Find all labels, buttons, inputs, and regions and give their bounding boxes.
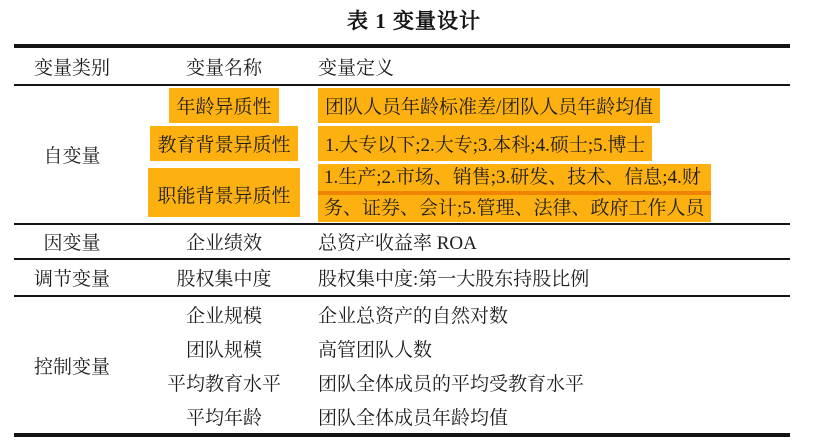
highlighted-variable-definition [318, 164, 711, 222]
column-header-category: 变量类别 [33, 57, 110, 79]
variable-definition: 总资产收益率 ROA [318, 233, 477, 254]
variable-name: 团队规模 [185, 339, 262, 361]
variable-definition: 股权集中度:第一大股东持股比例 [318, 269, 590, 290]
table-row [130, 225, 790, 258]
table-row [130, 297, 790, 331]
table-row [130, 260, 790, 295]
category-label: 因变量 [43, 233, 101, 254]
definition-line-2: 务、证券、会计;5.管理、法律、政府工作人员 [318, 195, 711, 222]
column-header-definition: 变量定义 [318, 57, 395, 79]
table-row [130, 365, 790, 399]
definition-line-1: 1.生产;2.市场、销售;3.研发、技术、信息;4.财 [318, 164, 711, 191]
column-header-name: 变量名称 [185, 57, 262, 79]
section-moderator [14, 258, 790, 295]
highlighted-variable-name: 教育背景异质性 [150, 126, 297, 161]
section-dependent [14, 223, 790, 258]
table-row [130, 162, 790, 223]
category-label: 调节变量 [33, 269, 110, 290]
variable-definition: 高管团队人数 [318, 339, 433, 361]
table-row [130, 331, 790, 365]
variable-definition: 团队全体成员年龄均值 [318, 407, 509, 429]
table-row [130, 399, 790, 433]
table-title: 表 1 变量设计 [347, 9, 481, 33]
category-label: 控制变量 [33, 356, 110, 378]
variable-definition: 团队全体成员的平均受教育水平 [318, 373, 585, 395]
highlighted-variable-definition: 团队人员年龄标准差/团队人员年龄均值 [318, 88, 660, 123]
variable-name: 平均年龄 [185, 407, 262, 429]
highlighted-variable-definition: 1.大专以下;2.大专;3.本科;4.硕士;5.博士 [318, 126, 652, 161]
category-label: 自变量 [43, 146, 101, 167]
variable-name: 企业规模 [185, 305, 262, 327]
table-row [130, 86, 790, 124]
variable-name: 股权集中度 [176, 269, 272, 290]
variable-name: 企业绩效 [185, 233, 262, 254]
table-header [14, 48, 790, 86]
table-row [130, 124, 790, 162]
section-independent [14, 86, 790, 223]
variables-table [14, 44, 790, 437]
section-control [14, 295, 790, 433]
variable-definition: 企业总资产的自然对数 [318, 305, 509, 327]
variable-name: 平均教育水平 [166, 373, 281, 395]
highlighted-variable-name: 职能背景异质性 [148, 168, 299, 217]
highlighted-variable-name: 年龄异质性 [169, 88, 278, 123]
